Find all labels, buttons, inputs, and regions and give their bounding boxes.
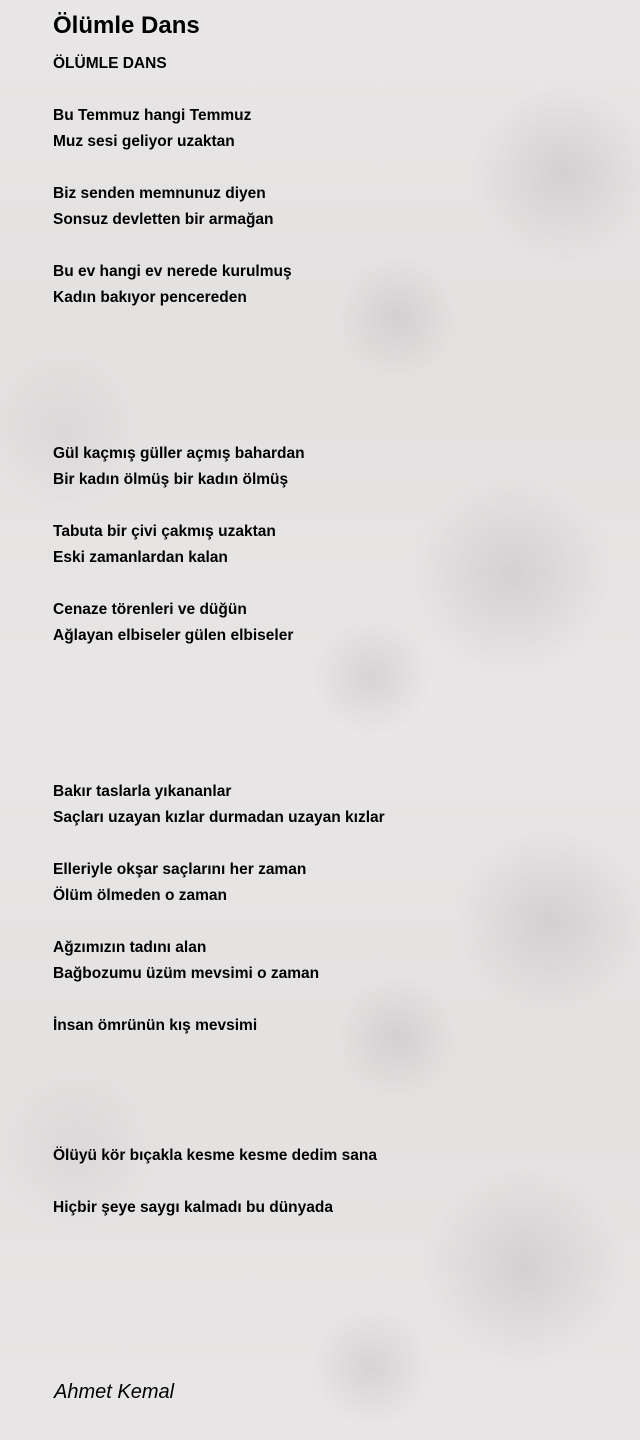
poem-blank-line	[53, 337, 613, 363]
poem-blank-line	[53, 1117, 613, 1143]
poem-blank-line	[53, 493, 613, 519]
poem-line: Bu ev hangi ev nerede kurulmuş	[53, 263, 292, 280]
poem-blank-line	[53, 753, 613, 779]
poem-blank-line	[53, 1091, 613, 1117]
poem-blank-line	[53, 311, 613, 337]
poem-line: Bu Temmuz hangi Temmuz	[53, 107, 252, 124]
poem-blank-line	[53, 1169, 613, 1195]
poem-line: Cenaze törenleri ve düğün	[53, 601, 247, 618]
poem-blank-line	[53, 389, 613, 415]
poem-blank-line	[53, 1065, 613, 1091]
poem-line: Hiçbir şeye saygı kalmadı bu dünyada	[53, 1199, 333, 1216]
poem-line: Bir kadın ölmüş bir kadın ölmüş	[53, 471, 289, 488]
poem-line: Ölüm ölmeden o zaman	[53, 887, 227, 904]
poem-line: Biz senden memnunuz diyen	[53, 185, 266, 202]
poem-blank-line	[53, 571, 613, 597]
poem-line: Tabuta bir çivi çakmış uzaktan	[53, 523, 276, 540]
poem-line: Elleriyle okşar saçlarını her zaman	[53, 861, 307, 878]
poem-line: Eski zamanlardan kalan	[53, 549, 228, 566]
poem-blank-line	[53, 701, 613, 727]
poem-blank-line	[53, 1039, 613, 1065]
poem-blank-line	[53, 155, 613, 181]
poem-line: Muz sesi geliyor uzaktan	[53, 133, 235, 150]
poem-line: Ağlayan elbiseler gülen elbiseler	[53, 627, 294, 644]
poem-blank-line	[53, 649, 613, 675]
poem-line: Saçları uzayan kızlar durmadan uzayan kızlar	[53, 809, 385, 826]
poem-blank-line	[53, 831, 613, 857]
poem-blank-line	[53, 987, 613, 1013]
poem-line: Gül kaçmış güller açmış bahardan	[53, 445, 305, 462]
poem-line: Ölüyü kör bıçakla kesme kesme dedim sana	[53, 1147, 377, 1164]
poem-blank-line	[53, 363, 613, 389]
poem-line: ÖLÜMLE DANS	[53, 55, 167, 72]
poem-title: Ölümle Dans	[53, 12, 200, 39]
poem-blank-line	[53, 727, 613, 753]
poem-blank-line	[53, 233, 613, 259]
poem-body	[53, 51, 613, 1221]
poem-line: İnsan ömrünün kış mevsimi	[53, 1017, 258, 1034]
poem-line: Ağzımızın tadını alan	[53, 939, 207, 956]
poem-author: Ahmet Kemal	[54, 1381, 175, 1403]
poem-line: Bağbozumu üzüm mevsimi o zaman	[53, 965, 320, 982]
poem-blank-line	[53, 909, 613, 935]
poem-line: Bakır taslarla yıkananlar	[53, 783, 232, 800]
poem-blank-line	[53, 77, 613, 103]
poem-line: Kadın bakıyor pencereden	[53, 289, 247, 306]
poem-blank-line	[53, 415, 613, 441]
poem-blank-line	[53, 675, 613, 701]
poem-line: Sonsuz devletten bir armağan	[53, 211, 274, 228]
